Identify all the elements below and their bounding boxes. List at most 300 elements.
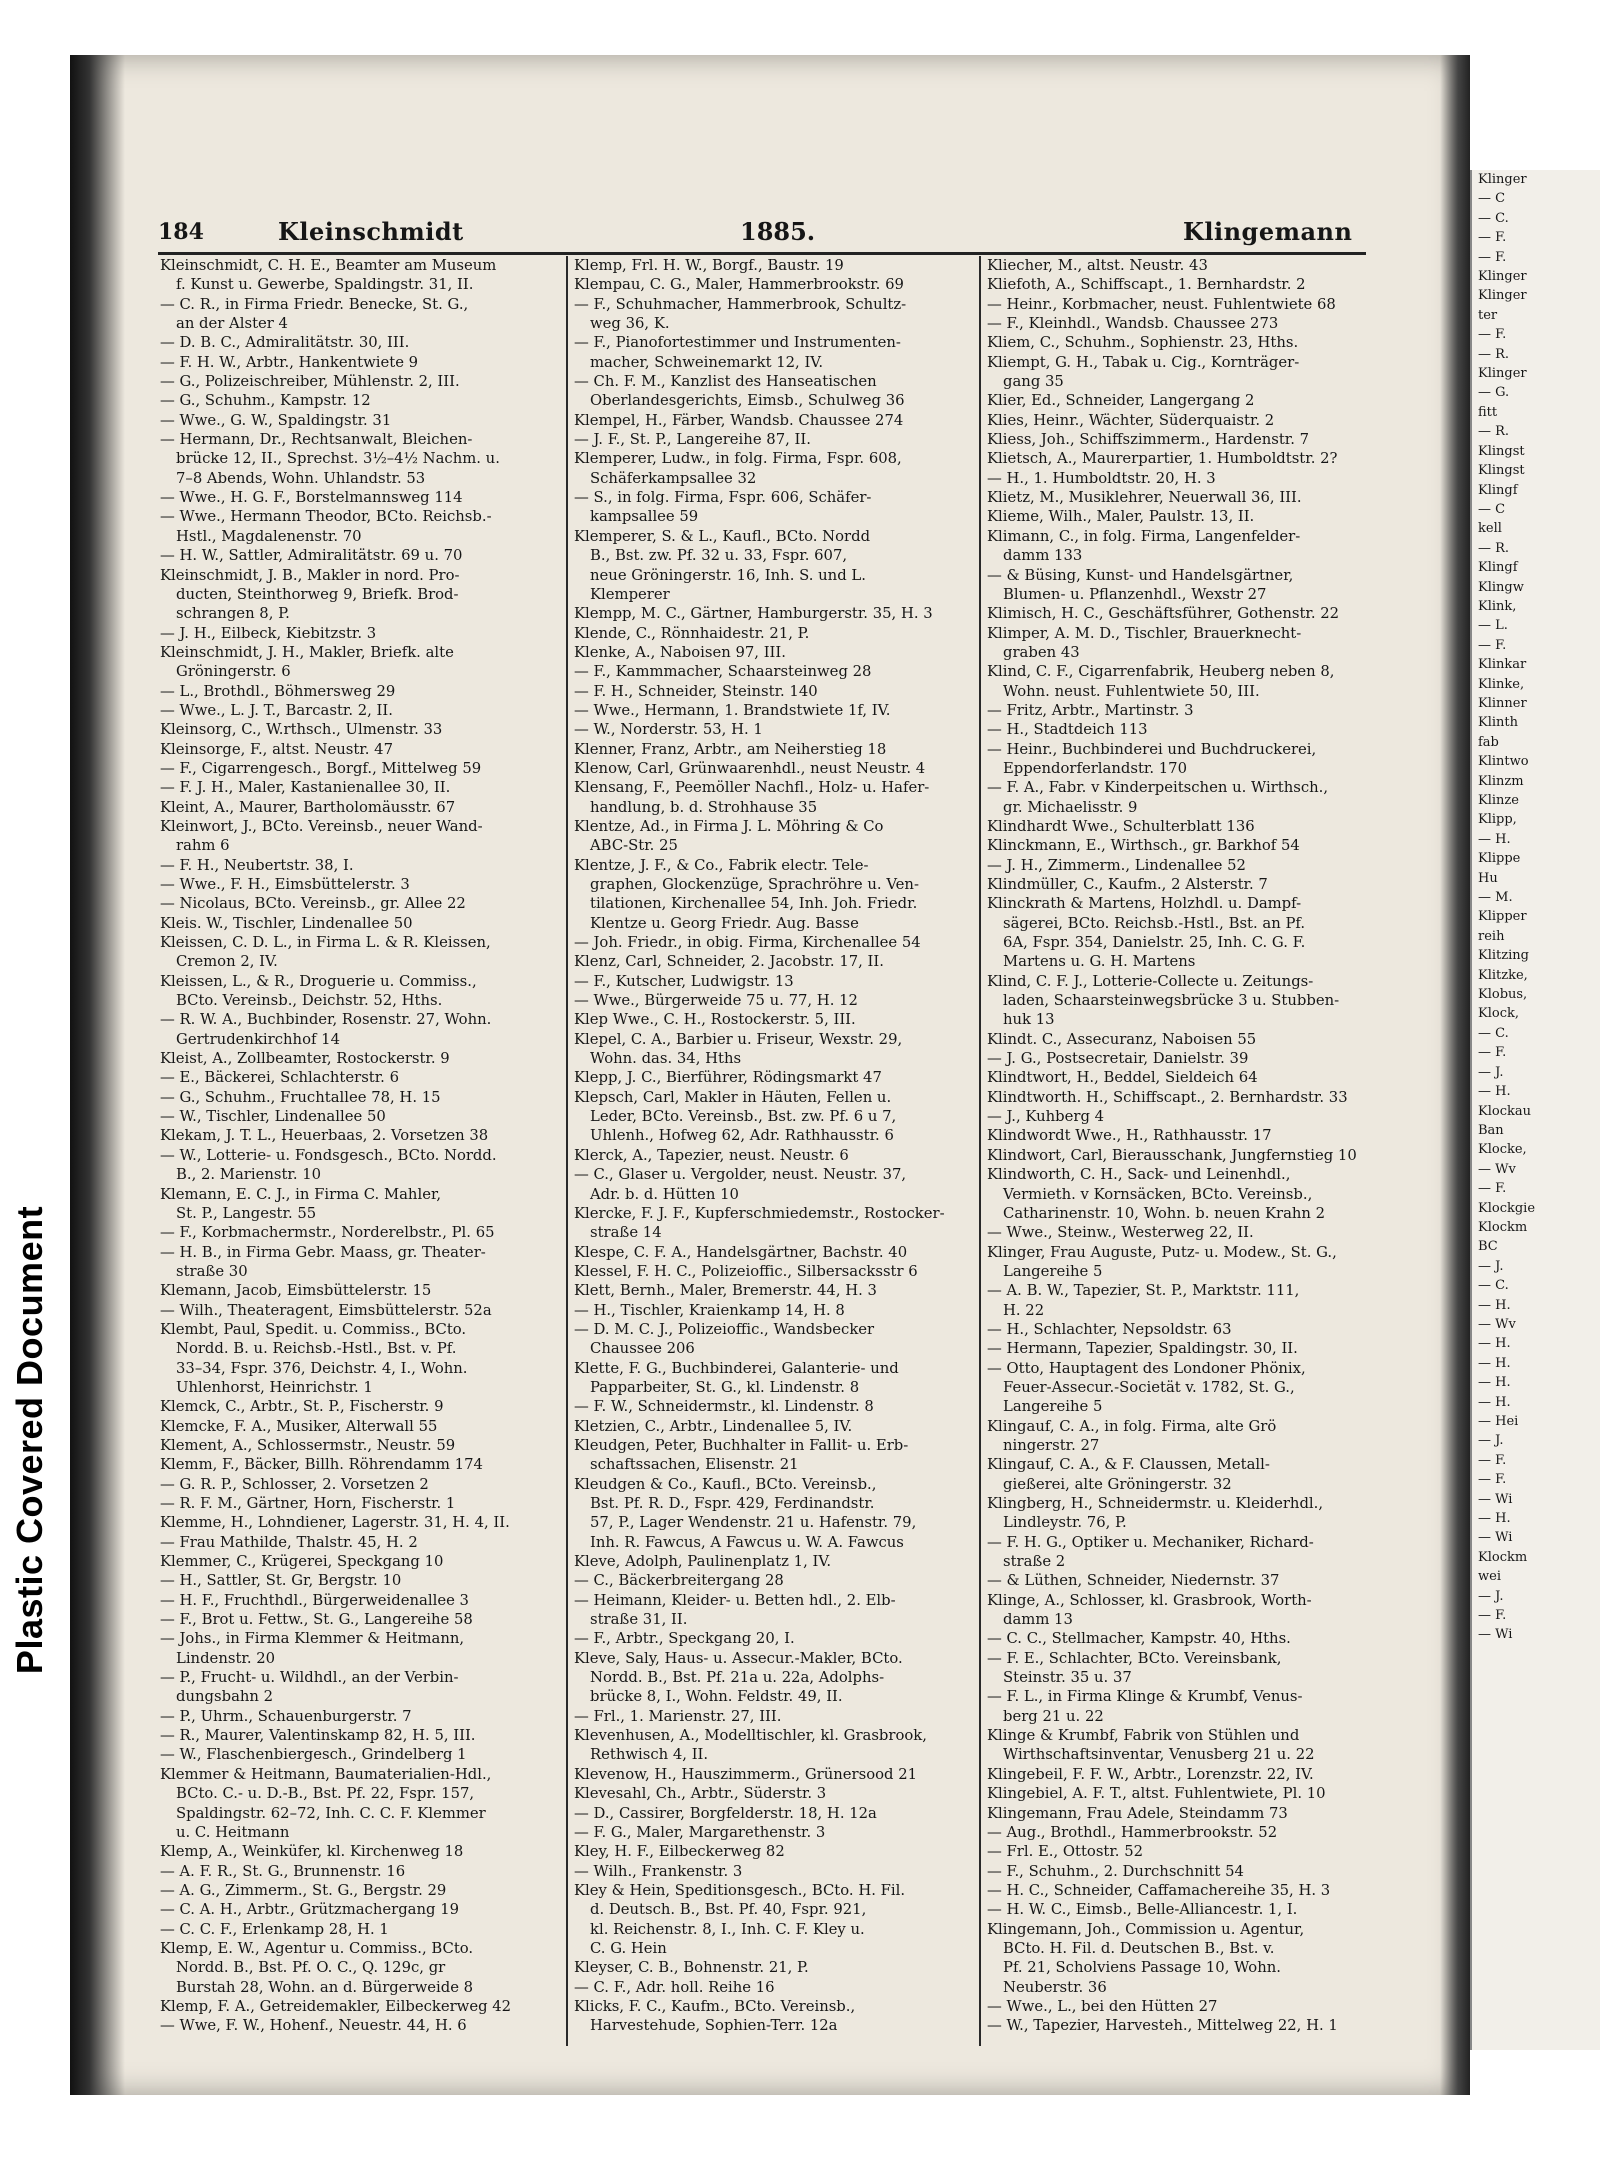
adjacent-page-line: Klipp, — [1478, 812, 1517, 828]
directory-entry-line: Klimisch, H. C., Geschäftsführer, Gothenstr. 22 — [987, 605, 1340, 623]
directory-entry-line: Klietsch, A., Maurerpartier, 1. Humboldtstr. 2? — [987, 450, 1338, 468]
directory-entry-line: — P., Frucht- u. Wildhdl., an der Verbin- — [160, 1669, 459, 1687]
directory-entry-line: Klingebeil, F. F. W., Arbtr., Lorenzstr. 22, IV. — [987, 1765, 1314, 1783]
column-divider — [979, 256, 981, 2046]
directory-entry-line: Kley & Hein, Speditionsgesch., BCto. H. Fil. — [574, 1881, 906, 1899]
directory-entry-line: Klentze, Ad., in Firma J. L. Möhring & Co — [574, 817, 884, 835]
directory-entry-line: — F., Brot u. Fettw., St. G., Langereihe 58 — [160, 1611, 473, 1629]
directory-entry-line: tilationen, Kirchenallee 54, Inh. Joh. Friedr. — [590, 895, 918, 913]
directory-entry-line: Klindhardt Wwe., Schulterblatt 136 — [987, 817, 1255, 835]
left-running-heading: Kleinschmidt — [278, 217, 464, 246]
adjacent-page-line: Klippe — [1478, 851, 1521, 867]
directory-entry-line: Cremon 2, IV. — [176, 953, 278, 971]
directory-entry-line: — Heinr., Buchbinderei und Buchdruckerei, — [987, 740, 1317, 758]
directory-entry-line: Klier, Ed., Schneider, Langergang 2 — [987, 392, 1255, 410]
adjacent-page-line: — Wi — [1478, 1627, 1513, 1643]
directory-column-2 — [574, 256, 977, 2056]
directory-entry-line: graphen, Glockenzüge, Sprachröhre u. Ven- — [590, 876, 919, 893]
directory-entry-line: — D. B. C., Admiralitätstr. 30, III. — [160, 334, 410, 352]
directory-entry-line: Blumen- u. Pflanzenhdl., Wexstr 27 — [1003, 585, 1267, 603]
directory-entry-line: Kleinsorg, C., W.rthsch., Ulmenstr. 33 — [160, 721, 443, 739]
directory-entry-line: — R., Maurer, Valentinskamp 82, H. 5, III. — [160, 1727, 476, 1745]
directory-entry-line: — Fritz, Arbtr., Martinstr. 3 — [987, 701, 1194, 719]
directory-entry-line: Klenow, Carl, Grünwaarenhdl., neust Neustr. 4 — [574, 759, 926, 777]
directory-entry-line: Wohn. neust. Fuhlentwiete 50, III. — [1003, 682, 1260, 700]
adjacent-page-line: — J. — [1478, 1433, 1504, 1449]
directory-entry-line: — H., Stadtdeich 113 — [987, 721, 1148, 739]
directory-entry-line: 57, P., Lager Wendenstr. 21 u. Hafenstr. 79, — [590, 1514, 917, 1532]
directory-entry-line: d. Deutsch. B., Bst. Pf. 40, Fspr. 921, — [590, 1901, 867, 1919]
adjacent-page-line: Klingf — [1478, 482, 1518, 498]
directory-entry-line: straße 31, II. — [590, 1611, 688, 1629]
directory-entry-line: Klett, Bernh., Maler, Bremerstr. 44, H. 3 — [574, 1282, 877, 1300]
directory-entry-line: — F. J. H., Maler, Kastanienallee 30, II. — [160, 779, 451, 797]
adjacent-page-line: — Wv — [1478, 1161, 1516, 1177]
directory-entry-line: kampsallee 59 — [590, 508, 699, 526]
adjacent-page-line: fitt — [1478, 404, 1498, 420]
adjacent-page-line: — Wi — [1478, 1491, 1513, 1507]
directory-entry-line: Feuer-Assecur.-Societät v. 1782, St. G., — [1003, 1378, 1295, 1396]
directory-entry-line: Kleis. W., Tischler, Lindenallee 50 — [160, 914, 413, 932]
directory-entry-line: graben 43 — [1003, 643, 1080, 661]
directory-entry-line: — Otto, Hauptagent des Londoner Phönix, — [987, 1359, 1306, 1377]
directory-entry-line: Klindmüller, C., Kaufm., 2 Alsterstr. 7 — [987, 876, 1268, 893]
adjacent-page-line: — C — [1478, 191, 1506, 207]
directory-entry-line: — Frl., 1. Marienstr. 27, III. — [574, 1707, 782, 1725]
directory-entry-line: — Wwe., L., bei den Hütten 27 — [987, 1997, 1218, 2015]
directory-entry-line: BCto. H. Fil. d. Deutschen B., Bst. v. — [1003, 1939, 1275, 1957]
directory-entry-line: — C. C. F., Erlenkamp 28, H. 1 — [160, 1920, 389, 1938]
directory-entry-line: straße 2 — [1003, 1553, 1066, 1571]
directory-entry-line: — F. E., Schlachter, BCto. Vereinsbank, — [987, 1649, 1282, 1667]
adjacent-page-line: Klinke, — [1478, 676, 1525, 692]
directory-entry-line: — F., Kutscher, Ludwigstr. 13 — [574, 972, 794, 990]
page-edge-shadow — [1440, 55, 1470, 2095]
directory-entry-line: — H. B., in Firma Gebr. Maass, gr. Theater- — [160, 1243, 486, 1261]
directory-entry-line: 6A, Fspr. 354, Danielstr. 25, Inh. C. G. F. — [1003, 934, 1306, 952]
directory-entry-line: Uhlenh., Hofweg 62, Adr. Rathhausstr. 6 — [590, 1127, 894, 1145]
directory-entry-line: Klingauf, C. A., & F. Claussen, Metall- — [987, 1456, 1270, 1474]
adjacent-page-line: — R. — [1478, 424, 1510, 440]
directory-entry-line: u. C. Heitmann — [176, 1823, 290, 1841]
directory-entry-line: — E., Bäckerei, Schlachterstr. 6 — [160, 1069, 399, 1087]
directory-entry-line: Klingberg, H., Schneidermstr. u. Kleiderhdl., — [987, 1495, 1324, 1512]
adjacent-page-line: — Hei — [1478, 1414, 1519, 1429]
adjacent-page-line: — F. — [1478, 1608, 1507, 1624]
adjacent-page-line: — F. — [1478, 1452, 1507, 1468]
directory-entry-line: Klemcke, F. A., Musiker, Alterwall 55 — [160, 1417, 438, 1435]
directory-entry-line: — F. A., Fabr. v Kinderpeitschen u. Wirthsch., — [987, 779, 1329, 797]
directory-entry-line: — G., Polizeischreiber, Mühlenstr. 2, III. — [160, 373, 460, 391]
adjacent-page-line: — F. — [1478, 249, 1507, 265]
directory-entry-line: Klement, A., Schlossermstr., Neustr. 59 — [160, 1436, 456, 1454]
directory-entry-line: dungsbahn 2 — [176, 1688, 274, 1706]
directory-entry-line: Klempel, H., Färber, Wandsb. Chaussee 274 — [574, 411, 904, 429]
directory-entry-line: — G., Schuhm., Fruchtallee 78, H. 15 — [160, 1088, 441, 1106]
directory-entry-line: Klenke, A., Naboisen 97, III. — [574, 643, 786, 661]
directory-entry-line: Klevesahl, Ch., Arbtr., Süderstr. 3 — [574, 1785, 827, 1803]
directory-entry-line: Langereihe 5 — [1003, 1262, 1103, 1280]
directory-entry-line: — C. R., in Firma Friedr. Benecke, St. G., — [160, 295, 469, 313]
directory-entry-line: — C., Bäckerbreitergang 28 — [574, 1572, 784, 1590]
adjacent-page-line: Klinth — [1478, 715, 1518, 731]
adjacent-page-line: Klingst — [1478, 463, 1525, 479]
adjacent-page-line: Klitzke, — [1478, 967, 1528, 983]
directory-entry-line: Kleudgen & Co., Kaufl., BCto. Vereinsb., — [574, 1475, 877, 1493]
directory-entry-line: Klercke, F. J. F., Kupferschmiedemstr., Rostocker- — [574, 1204, 945, 1222]
directory-entry-line: — H. C., Schneider, Caffamachereihe 35, H. 3 — [987, 1881, 1331, 1899]
adjacent-page-line: — H. — [1478, 1336, 1511, 1352]
directory-entry-line: 7–8 Abends, Wohn. Uhlandstr. 53 — [176, 469, 426, 487]
directory-entry-line: — D. M. C. J., Polizeioffic., Wandsbecker — [574, 1320, 875, 1338]
directory-entry-line: St. P., Langestr. 55 — [176, 1204, 317, 1222]
directory-entry-line: — Wwe., Hermann, 1. Brandstwiete 1f, IV. — [574, 701, 891, 719]
adjacent-page-line: Klingf — [1478, 560, 1518, 576]
directory-entry-line: Klende, C., Rönnhaidestr. 21, P. — [574, 624, 810, 642]
directory-entry-line: Klindworth, C. H., Sack- und Leinenhdl., — [987, 1166, 1291, 1184]
directory-entry-line: Klemme, H., Lohndiener, Lagerstr. 31, H. 4, II. — [160, 1514, 510, 1532]
directory-entry-line: Kleyser, C. B., Bohnenstr. 21, P. — [574, 1959, 809, 1977]
adjacent-page-line: Klobus, — [1478, 987, 1528, 1003]
adjacent-page-line: — Wi — [1478, 1530, 1513, 1546]
directory-entry-line: — & Lüthen, Schneider, Niedernstr. 37 — [987, 1572, 1280, 1590]
directory-entry-line: 33–34, Fspr. 376, Deichstr. 4, I., Wohn. — [176, 1359, 468, 1377]
directory-entry-line: — & Büsing, Kunst- und Handelsgärtner, — [987, 566, 1294, 584]
directory-entry-line: Adr. b. d. Hütten 10 — [590, 1185, 739, 1203]
directory-entry-line: Neuberstr. 36 — [1003, 1978, 1107, 1996]
adjacent-page-line: Klintwo — [1478, 754, 1529, 770]
adjacent-page-line: Klinger — [1478, 288, 1527, 304]
directory-entry-line: — H., 1. Humboldtstr. 20, H. 3 — [987, 469, 1216, 487]
directory-entry-line: — J., Kuhberg 4 — [987, 1108, 1105, 1126]
directory-entry-line: Schäferkampsallee 32 — [590, 469, 757, 487]
directory-entry-line: Kliecher, M., altst. Neustr. 43 — [987, 257, 1208, 274]
directory-entry-line: Leder, BCto. Vereinsb., Bst. zw. Pf. 6 u 7, — [590, 1108, 897, 1126]
directory-entry-line: Klenz, Carl, Schneider, 2. Jacobstr. 17, II. — [574, 953, 884, 971]
directory-entry-line: — F. W., Schneidermstr., kl. Lindenstr. 8 — [574, 1398, 874, 1416]
directory-entry-line: Klind, C. F. J., Lotterie-Collecte u. Zeitungs- — [987, 972, 1314, 990]
directory-entry-line: — A. B. W., Tapezier, St. P., Marktstr. 111, — [987, 1282, 1300, 1300]
adjacent-page-line: Klinner — [1478, 695, 1527, 711]
directory-entry-line: laden, Schaarsteinwegsbrücke 3 u. Stubben- — [1003, 992, 1340, 1010]
directory-entry-line: — S., in folg. Firma, Fspr. 606, Schäfer- — [574, 489, 872, 507]
adjacent-page-line: Klockgie — [1478, 1200, 1536, 1216]
adjacent-page-line: — C. — [1478, 1025, 1509, 1041]
adjacent-page-line: — J. — [1478, 1258, 1504, 1274]
directory-entry-line: Kletzien, C., Arbtr., Lindenallee 5, IV. — [574, 1417, 853, 1435]
adjacent-page-line: Klitzing — [1478, 948, 1529, 964]
directory-entry-line: — Wwe., Hermann Theodor, BCto. Reichsb.- — [160, 508, 492, 526]
directory-entry-line: — F. H., Schneider, Steinstr. 140 — [574, 682, 818, 700]
directory-entry-line: Klembt, Paul, Spedit. u. Commiss., BCto. — [160, 1320, 467, 1338]
directory-entry-line: Harvestehude, Sophien-Terr. 12a — [590, 2017, 838, 2035]
adjacent-page-line: — H. — [1478, 1394, 1511, 1410]
adjacent-page-line: — F. — [1478, 637, 1507, 653]
directory-entry-line: Gröningerstr. 6 — [176, 663, 291, 681]
directory-entry-line: — C. A. H., Arbtr., Grützmachergang 19 — [160, 1901, 460, 1919]
directory-entry-line: Klepel, C. A., Barbier u. Friseur, Wexstr. 29, — [574, 1030, 903, 1048]
directory-entry-line: brücke 12, II., Sprechst. 3½–4½ Nachm. u. — [176, 450, 500, 468]
directory-entry-line: — Frau Mathilde, Thalstr. 45, H. 2 — [160, 1533, 418, 1551]
directory-entry-line: Klemp, A., Weinküfer, kl. Kirchenweg 18 — [160, 1843, 464, 1861]
adjacent-page-line: Klinze — [1478, 793, 1519, 808]
directory-entry-line: Nordd. B., Bst. Pf. O. C., Q. 129c, gr — [176, 1959, 446, 1977]
directory-entry-line: — W., Tapezier, Harvesteh., Mittelweg 22, H. 1 — [987, 2017, 1338, 2035]
directory-entry-line: berg 21 u. 22 — [1003, 1707, 1104, 1725]
directory-entry-line: Klemperer — [590, 585, 670, 603]
directory-entry-line: — J. H., Zimmerm., Lindenallee 52 — [987, 856, 1246, 874]
directory-entry-line: BCto. Vereinsb., Deichstr. 52, Hths. — [176, 992, 443, 1010]
directory-entry-line: Steinstr. 35 u. 37 — [1003, 1669, 1132, 1687]
directory-entry-line: Lindenstr. 20 — [176, 1649, 276, 1667]
directory-entry-line: — C. C., Stellmacher, Kampstr. 40, Hths. — [987, 1630, 1291, 1648]
directory-entry-line: handlung, b. d. Strohhause 35 — [590, 798, 818, 816]
directory-entry-line: damm 133 — [1003, 547, 1083, 565]
directory-entry-line: Klemmer, C., Krügerei, Speckgang 10 — [160, 1553, 444, 1571]
directory-column-3 — [987, 256, 1367, 2056]
adjacent-page-line: — C — [1478, 501, 1506, 517]
directory-entry-line: — Wwe, F. W., Hohenf., Neuestr. 44, H. 6 — [160, 2017, 467, 2035]
directory-entry-line: Klindwort, Carl, Bierausschank, Jungfernstieg 10 — [987, 1146, 1357, 1164]
directory-entry-line: brücke 8, I., Wohn. Feldstr. 49, II. — [590, 1688, 843, 1706]
directory-entry-line: — F., Arbtr., Speckgang 20, I. — [574, 1630, 795, 1648]
directory-entry-line: Klingemann, Joh., Commission u. Agentur, — [987, 1920, 1305, 1938]
directory-entry-line: — Heimann, Kleider- u. Betten hdl., 2. Elb- — [574, 1591, 896, 1609]
directory-entry-line: — A. G., Zimmerm., St. G., Bergstr. 29 — [160, 1881, 447, 1899]
directory-entry-line: BCto. C.- u. D.-B., Bst. Pf. 22, Fspr. 157, — [176, 1785, 475, 1803]
directory-entry-line: schaftssachen, Elisenstr. 21 — [590, 1456, 799, 1474]
adjacent-page-line: — C. — [1478, 210, 1509, 226]
directory-entry-line: Kliempt, G. H., Tabak u. Cig., Kornträger- — [987, 353, 1300, 371]
directory-entry-line: — Johs., in Firma Klemmer & Heitmann, — [160, 1630, 465, 1648]
directory-entry-line: — Wwe., G. W., Spaldingstr. 31 — [160, 411, 392, 429]
directory-entry-line: ABC-Str. 25 — [590, 837, 678, 855]
directory-entry-line: Klerck, A., Tapezier, neust. Neustr. 6 — [574, 1146, 849, 1164]
adjacent-page-line: Klinger — [1478, 366, 1527, 382]
adjacent-page-line: — H. — [1478, 831, 1511, 847]
directory-entry-line: — F. G., Maler, Margarethenstr. 3 — [574, 1823, 826, 1841]
adjacent-page-line: Ban — [1478, 1122, 1504, 1138]
binding-shadow — [70, 55, 125, 2095]
directory-entry-line: Kley, H. F., Eilbeckerweg 82 — [574, 1843, 785, 1861]
page-header — [158, 215, 1366, 251]
directory-entry-line: — W., Lotterie- u. Fondsgesch., BCto. Nordd. — [160, 1146, 497, 1164]
directory-entry-line: — G., Schuhm., Kampstr. 12 — [160, 392, 371, 410]
directory-entry-line: — W., Flaschenbiergesch., Grindelberg 1 — [160, 1746, 467, 1764]
adjacent-page-line: — F. — [1478, 1472, 1507, 1488]
directory-entry-line: — P., Uhrm., Schauenburgerstr. 7 — [160, 1707, 412, 1725]
directory-entry-line: Klekam, J. T. L., Heuerbaas, 2. Vorsetzen 38 — [160, 1127, 489, 1145]
directory-entry-line: — W., Norderstr. 53, H. 1 — [574, 721, 763, 739]
directory-entry-line: — Wilh., Theateragent, Eimsbüttelerstr. 52a — [160, 1301, 492, 1319]
directory-entry-line: Klepsch, Carl, Makler in Häuten, Fellen u. — [574, 1088, 892, 1106]
directory-entry-line: — D., Cassirer, Borgfelderstr. 18, H. 12a — [574, 1804, 877, 1822]
directory-entry-line: — Hermann, Tapezier, Spaldingstr. 30, II. — [987, 1340, 1298, 1358]
directory-entry-line: gießerei, alte Gröningerstr. 32 — [1003, 1475, 1232, 1493]
adjacent-page-line: Klockm — [1478, 1219, 1528, 1235]
directory-entry-line: Klentze u. Georg Friedr. Aug. Basse — [590, 914, 859, 932]
adjacent-page-line: fab — [1478, 734, 1499, 750]
directory-entry-line: Klemp, E. W., Agentur u. Commiss., BCto. — [160, 1939, 474, 1957]
directory-entry-line: Klinge, A., Schlosser, kl. Grasbrook, Worth- — [987, 1591, 1312, 1609]
directory-entry-line: Klevenow, H., Hauszimmerm., Grünersood 21 — [574, 1765, 918, 1783]
directory-entry-line: Spaldingstr. 62–72, Inh. C. C. F. Klemmer — [176, 1804, 486, 1822]
adjacent-page-line: Klinger — [1478, 269, 1527, 285]
directory-entry-line: — R. W. A., Buchbinder, Rosenstr. 27, Wohn. — [160, 1011, 492, 1029]
directory-entry-line: straße 14 — [590, 1224, 662, 1242]
directory-entry-line: schrangen 8, P. — [176, 605, 290, 623]
adjacent-page-line: — J. — [1478, 1588, 1504, 1604]
directory-entry-line: kl. Reichenstr. 8, I., Inh. C. F. Kley u. — [590, 1920, 865, 1938]
directory-entry-line: Klietz, M., Musiklehrer, Neuerwall 36, III. — [987, 489, 1302, 507]
directory-entry-line: Nordd. B. u. Reichsb.-Hstl., Bst. v. Pf. — [176, 1340, 457, 1358]
adjacent-page-line: — H. — [1478, 1375, 1511, 1391]
directory-entry-line: — Wwe., L. J. T., Barcastr. 2, II. — [160, 701, 393, 719]
directory-entry-line: Eppendorferlandstr. 170 — [1003, 759, 1187, 777]
directory-entry-line: Martens u. G. H. Martens — [1003, 953, 1196, 971]
directory-entry-line: — F., Pianofortestimmer und Instrumenten- — [574, 334, 901, 352]
adjacent-page-line: ter — [1478, 307, 1498, 323]
directory-entry-line: rahm 6 — [176, 837, 230, 855]
column-divider — [566, 256, 568, 2046]
directory-entry-line: — J. G., Postsecretair, Danielstr. 39 — [987, 1050, 1249, 1068]
directory-entry-line: — C., Glaser u. Vergolder, neust. Neustr. 37, — [574, 1166, 907, 1184]
directory-entry-line: Kleint, A., Maurer, Bartholomäusstr. 67 — [160, 798, 456, 816]
adjacent-page-line: — F. — [1478, 230, 1507, 246]
directory-entry-line: — F., Schuhmacher, Hammerbrook, Schultz- — [574, 295, 907, 313]
adjacent-page-line: — Wv — [1478, 1316, 1516, 1332]
directory-entry-line: Klespe, C. F. A., Handelsgärtner, Bachstr. 40 — [574, 1243, 908, 1261]
directory-entry-line: Wohn. das. 34, Hths — [590, 1050, 742, 1068]
directory-entry-line: Wirthschaftsinventar, Venusberg 21 u. 22 — [1003, 1746, 1315, 1764]
adjacent-page-line: — H. — [1478, 1355, 1511, 1371]
directory-entry-line: H. 22 — [1003, 1301, 1045, 1319]
directory-entry-line: — Wwe., F. H., Eimsbüttelerstr. 3 — [160, 876, 410, 893]
directory-entry-line: Pf. 21, Scholviens Passage 10, Wohn. — [1003, 1959, 1281, 1977]
adjacent-page-line: — R. — [1478, 540, 1510, 556]
directory-entry-line: Klindtwort, H., Beddel, Sieldeich 64 — [987, 1069, 1258, 1087]
directory-entry-line: — F., Schuhm., 2. Durchschnitt 54 — [987, 1862, 1244, 1880]
directory-entry-line: Klepp, J. C., Bierführer, Rödingsmarkt 47 — [574, 1069, 882, 1087]
adjacent-page-line: Klinger — [1478, 172, 1527, 187]
directory-entry-line: C. G. Hein — [590, 1939, 667, 1957]
directory-entry-line: ningerstr. 27 — [1003, 1436, 1100, 1454]
directory-entry-line: Kleinschmidt, J. B., Makler in nord. Pro- — [160, 566, 460, 584]
directory-entry-line: — H., Sattler, St. Gr, Bergstr. 10 — [160, 1572, 402, 1590]
directory-entry-line: — G. R. P., Schlosser, 2. Vorsetzen 2 — [160, 1475, 429, 1493]
directory-entry-line: Kliefoth, A., Schiffscapt., 1. Bernhardstr. 2 — [987, 276, 1306, 294]
directory-entry-line: Vermieth. v Kornsäcken, BCto. Vereinsb., — [1003, 1185, 1313, 1203]
directory-entry-line: — Nicolaus, BCto. Vereinsb., gr. Allee 22 — [160, 895, 466, 913]
directory-entry-line: Klemp, Frl. H. W., Borgf., Baustr. 19 — [574, 257, 844, 274]
directory-entry-line: Klindt. C., Assecuranz, Naboisen 55 — [987, 1030, 1257, 1048]
directory-entry-line: Inh. R. Fawcus, A Fawcus u. W. A. Fawcus — [590, 1533, 904, 1551]
directory-entry-line: Kleinschmidt, J. H., Makler, Briefk. alte — [160, 643, 454, 661]
directory-entry-line: weg 36, K. — [590, 315, 670, 333]
adjacent-page-line: — L. — [1478, 618, 1508, 634]
side-label-text: Plastic Covered Document — [9, 1205, 51, 1675]
directory-entry-line: Klemm, F., Bäcker, Billh. Röhrendamm 174 — [160, 1456, 483, 1474]
directory-entry-line: Catharinenstr. 10, Wohn. b. neuen Krahn 2 — [1003, 1204, 1326, 1222]
adjacent-page-line: Klocke, — [1478, 1142, 1527, 1158]
directory-entry-line: — F. H. G., Optiker u. Mechaniker, Richard- — [987, 1533, 1314, 1551]
directory-entry-line: — H. W. C., Eimsb., Belle-Alliancestr. 1, I. — [987, 1901, 1298, 1919]
directory-entry-line: Klimann, C., in folg. Firma, Langenfelder- — [987, 527, 1301, 545]
directory-entry-line: Klinger, Frau Auguste, Putz- u. Modew., St. G., — [987, 1243, 1337, 1261]
directory-entry-line: B., 2. Marienstr. 10 — [176, 1166, 322, 1184]
directory-entry-line: — F., Cigarrengesch., Borgf., Mittelweg 59 — [160, 759, 482, 777]
directory-entry-line: sägerei, BCto. Reichsb.-Hstl., Bst. an Pf. — [1003, 914, 1306, 932]
directory-entry-line: — Aug., Brothdl., Hammerbrookstr. 52 — [987, 1823, 1278, 1841]
directory-entry-line: Klingemann, Frau Adele, Steindamm 73 — [987, 1804, 1288, 1822]
directory-entry-line: — R. F. M., Gärtner, Horn, Fischerstr. 1 — [160, 1495, 456, 1512]
directory-entry-line: Kleinwort, J., BCto. Vereinsb., neuer Wand- — [160, 817, 483, 835]
directory-entry-line: Klieme, Wilh., Maler, Paulstr. 13, II. — [987, 508, 1255, 526]
directory-entry-line: — Wwe., Steinw., Westerweg 22, II. — [987, 1224, 1254, 1242]
directory-entry-line: — A. F. R., St. G., Brunnenstr. 16 — [160, 1862, 406, 1880]
directory-entry-line: Klemperer, Ludw., in folg. Firma, Fspr. 608, — [574, 450, 902, 468]
directory-entry-line: macher, Schweinemarkt 12, IV. — [590, 353, 824, 371]
directory-entry-line: Klemann, Jacob, Eimsbüttelerstr. 15 — [160, 1282, 432, 1300]
directory-entry-line: straße 30 — [176, 1262, 248, 1280]
year-heading: 1885. — [740, 217, 816, 246]
directory-entry-line: — H., Tischler, Kraienkamp 14, H. 8 — [574, 1301, 845, 1319]
directory-entry-line: — L., Brothdl., Böhmersweg 29 — [160, 682, 396, 700]
directory-entry-line: Klep Wwe., C. H., Rostockerstr. 5, III. — [574, 1011, 856, 1029]
directory-entry-line: Kleve, Adolph, Paulinenplatz 1, IV. — [574, 1553, 832, 1571]
directory-entry-line: Rethwisch 4, II. — [590, 1746, 709, 1764]
directory-entry-line: Kleve, Saly, Haus- u. Assecur.-Makler, BCto. — [574, 1649, 903, 1667]
adjacent-page-line: — F. — [1478, 1181, 1507, 1197]
directory-entry-line: Klicks, F. C., Kaufm., BCto. Vereinsb., — [574, 1997, 856, 2015]
adjacent-page-line: BC — [1478, 1239, 1498, 1255]
header-rule — [158, 252, 1366, 255]
directory-entry-line: Klenner, Franz, Arbtr., am Neiherstieg 18 — [574, 740, 887, 758]
directory-entry-line: Klemperer, S. & L., Kaufl., BCto. Nordd — [574, 527, 871, 545]
directory-entry-line: Klempp, M. C., Gärtner, Hamburgerstr. 35, H. 3 — [574, 605, 933, 623]
directory-entry-line: ducten, Steinthorweg 9, Briefk. Brod- — [176, 585, 459, 603]
directory-entry-line: — J. H., Eilbeck, Kiebitzstr. 3 — [160, 624, 377, 642]
directory-entry-line: Klessel, F. H. C., Polizeioffic., Silbersacksstr 6 — [574, 1262, 918, 1280]
directory-entry-line: gr. Michaelisstr. 9 — [1003, 798, 1138, 816]
adjacent-page-line: — F. — [1478, 1045, 1507, 1061]
directory-entry-line: Klemck, C., Arbtr., St. P., Fischerstr. 9 — [160, 1398, 444, 1416]
directory-entry-line: Uhlenhorst, Heinrichstr. 1 — [176, 1378, 373, 1396]
directory-entry-line: — F., Kammmacher, Schaarsteinweg 28 — [574, 663, 872, 681]
directory-entry-line: Kleudgen, Peter, Buchhalter in Fallit- u. Erb- — [574, 1436, 909, 1454]
directory-entry-line: Klingauf, C. A., in folg. Firma, alte Grö — [987, 1417, 1277, 1435]
directory-entry-line: Kleinsorge, F., altst. Neustr. 47 — [160, 740, 393, 758]
directory-entry-line: Papparbeiter, St. G., kl. Lindenstr. 8 — [590, 1378, 860, 1396]
directory-entry-line: Langereihe 5 — [1003, 1398, 1103, 1416]
adjacent-page-line: reih — [1478, 928, 1505, 944]
adjacent-page-line: kell — [1478, 521, 1502, 537]
directory-entry-line: — Frl. E., Ottostr. 52 — [987, 1843, 1144, 1861]
directory-entry-line: — F. H. W., Arbtr., Hankentwiete 9 — [160, 353, 419, 371]
directory-entry-line: Klinckmann, E., Wirthsch., gr. Barkhof 54 — [987, 837, 1300, 855]
directory-entry-line: Kliess, Joh., Schiffszimmerm., Hardenstr. 7 — [987, 431, 1310, 449]
adjacent-page-line: wei — [1478, 1569, 1501, 1585]
adjacent-page-line: — F. — [1478, 327, 1507, 343]
directory-entry-line: Klingebiel, A. F. T., altst. Fuhlentwiete, Pl. 10 — [987, 1785, 1326, 1803]
directory-entry-line: Lindleystr. 76, P. — [1003, 1514, 1127, 1532]
directory-entry-line: Klemmer & Heitmann, Baumaterialien-Hdl., — [160, 1765, 492, 1783]
adjacent-page-line: — M. — [1478, 890, 1513, 906]
directory-entry-line: Klies, Heinr., Wächter, Süderquaistr. 2 — [987, 411, 1275, 429]
adjacent-page-line: Klingst — [1478, 443, 1525, 459]
directory-entry-line: damm 13 — [1003, 1611, 1073, 1629]
page-number: 184 — [158, 219, 204, 245]
